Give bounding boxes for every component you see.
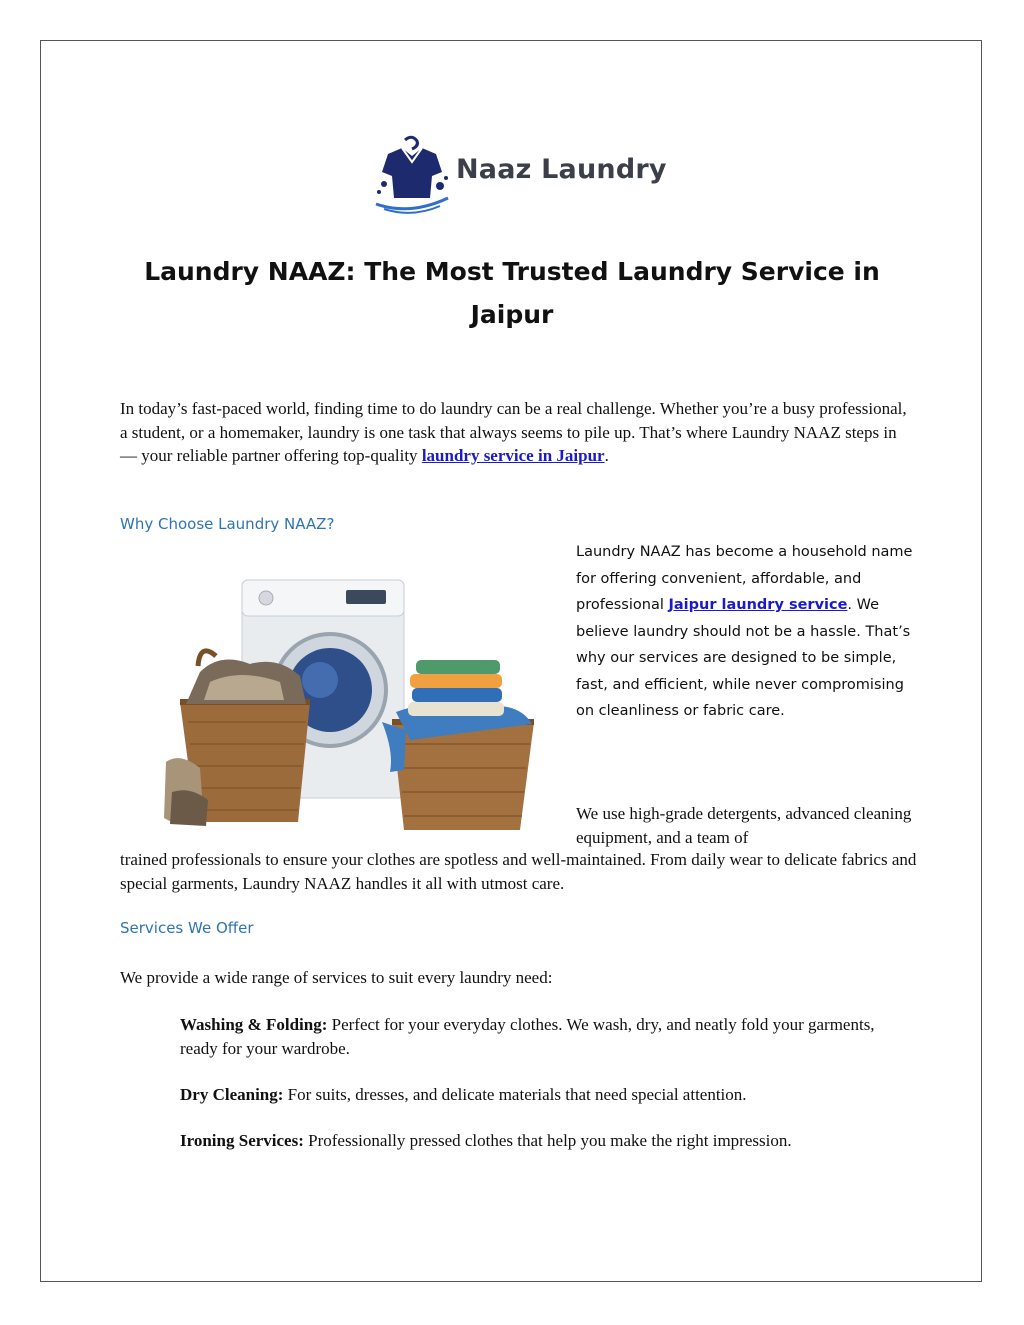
service-description: Perfect for your everyday clothes. We wash, dry, and neatly fold your garments, ready for your wardrobe.	[180, 1015, 875, 1058]
why-text-2: . We believe laundry should not be a hassle. That’s why our services are designed to be simple, fast, and efficient, while never compromising on cleanliness or fabric care.	[576, 597, 911, 719]
service-item-washing-folding	[180, 1013, 910, 1060]
service-item-dry-cleaning	[180, 1083, 910, 1107]
service-description: For suits, dresses, and delicate materials that need special attention.	[283, 1085, 747, 1104]
service-item-ironing	[180, 1129, 910, 1153]
why-choose-heading: Why Choose Laundry NAAZ?	[120, 515, 335, 533]
laundry-service-jaipur-link[interactable]: laundry service in Jaipur	[421, 446, 605, 465]
service-name: Washing & Folding:	[180, 1015, 328, 1034]
laundry-baskets-washing-machine-image	[160, 572, 550, 842]
equipment-paragraph-rest: trained professionals to ensure your clothes are spotless and well-maintained. From daily wear to delicate fabrics and special garments, Laundry NAAZ handles it all with utmost care.	[120, 850, 917, 893]
intro-end: .	[604, 446, 609, 465]
why-text-1: Laundry NAAZ has become a household name for offering convenient, affordable, and professional	[576, 544, 913, 613]
services-heading: Services We Offer	[120, 919, 254, 937]
intro-paragraph	[120, 397, 910, 468]
service-name: Dry Cleaning:	[180, 1085, 284, 1104]
why-choose-paragraph	[576, 539, 916, 725]
shirt-hanger-logo-icon	[370, 132, 454, 216]
naaz-laundry-logo	[370, 132, 670, 216]
equipment-paragraph-line-1: We use high-grade detergents, advanced cleaning equipment, and a team of	[576, 804, 912, 847]
logo-brand-text: Naaz Laundry	[456, 154, 667, 185]
intro-text: In today’s fast-paced world, finding time to do laundry can be a real challenge. Whether you’re a busy professional, a student, or a homemaker, laundry is one task that always seems to pile up. That’s where Laundry NAAZ steps in — your reliable partner offering top-quality	[120, 399, 907, 465]
service-description: Professionally pressed clothes that help you make the right impression.	[303, 1131, 792, 1150]
services-intro: We provide a wide range of services to suit every laundry need:	[120, 968, 553, 987]
service-name: Ironing Services:	[180, 1131, 304, 1150]
jaipur-laundry-service-link[interactable]: Jaipur laundry service	[668, 597, 848, 613]
page-title: Laundry NAAZ: The Most Trusted Laundry Service in Jaipur	[144, 257, 880, 329]
